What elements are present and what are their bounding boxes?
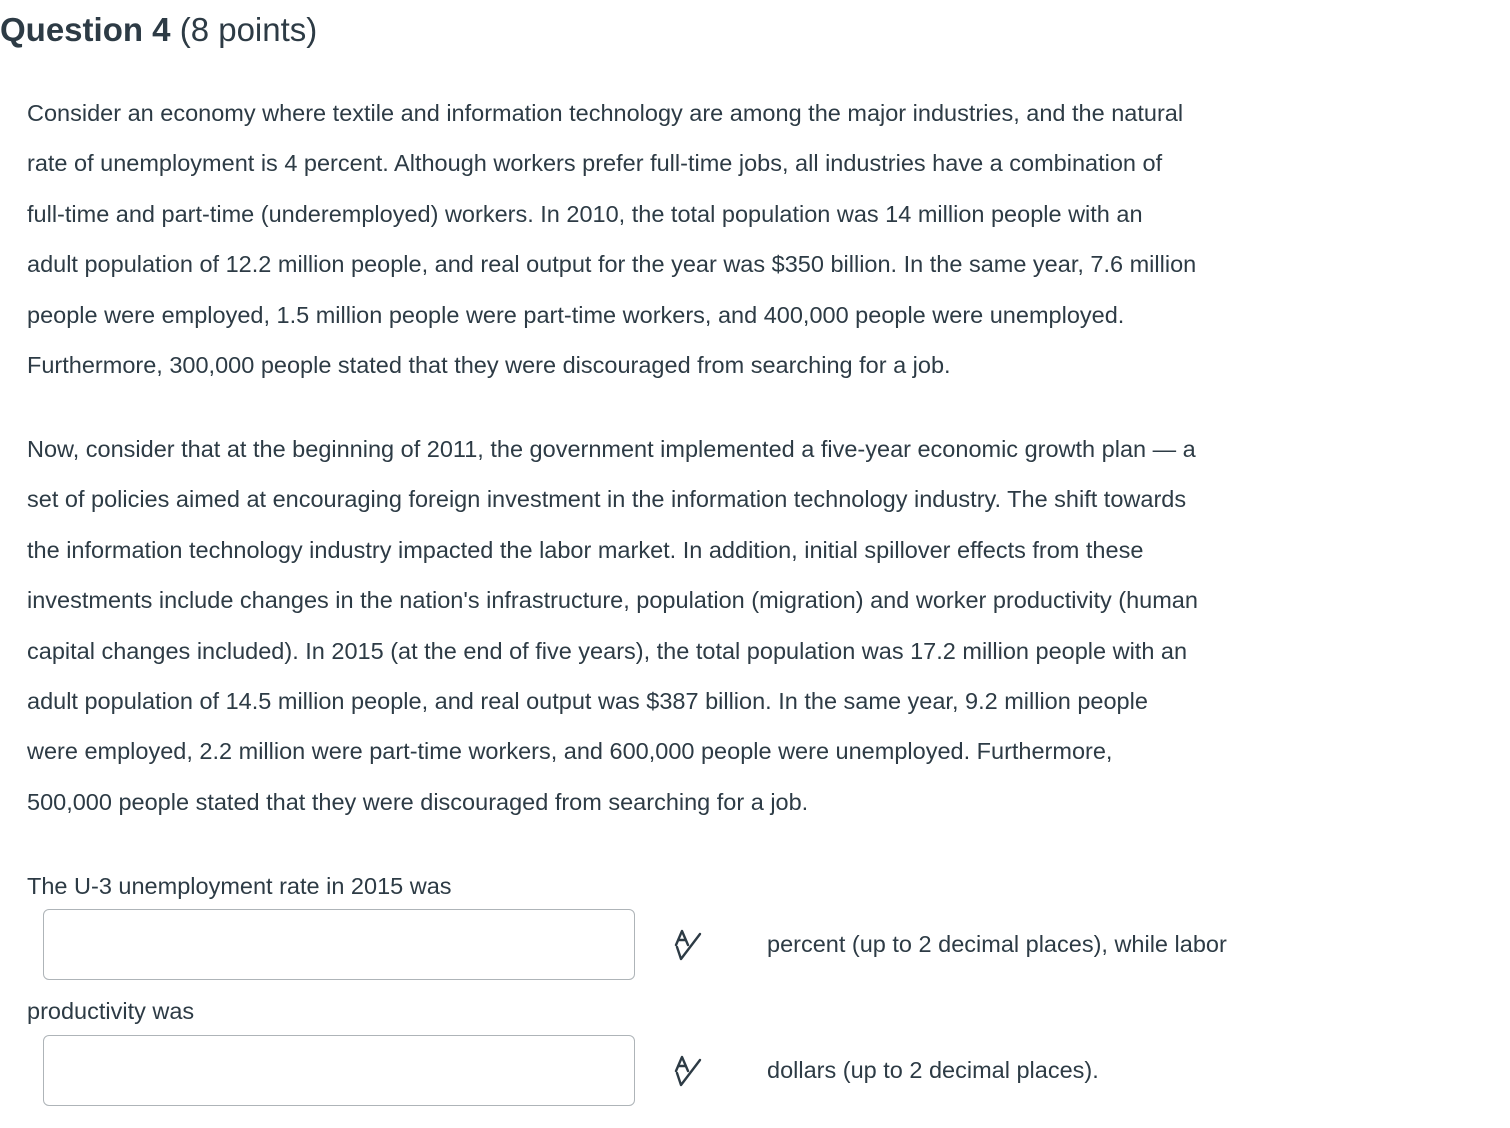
spell-check-icon[interactable] <box>668 925 708 965</box>
blank-1-suffix: percent (up to 2 decimal places), while labor <box>767 931 1227 957</box>
paragraph-line: the information technology industry impacted the labor market. In addition, initial spillover effects from these <box>27 536 1144 563</box>
paragraph-line: were employed, 2.2 million were part-time workers, and 600,000 people were unemployed. Furthermore, <box>27 738 1113 765</box>
question-points: (8 points) <box>179 11 318 48</box>
paragraph-line: Now, consider that at the beginning of 2011, the government implemented a five-year economic growth plan — a <box>27 436 1196 462</box>
blank-2-prompt: productivity was <box>27 998 195 1024</box>
blank-1-prompt: The U-3 unemployment rate in 2015 was <box>27 873 452 899</box>
scenario-paragraph-2 <box>27 424 1357 827</box>
paragraph-line: adult population of 12.2 million people, and real output for the year was $350 billion. In the same year, 7.6 million <box>27 251 1197 278</box>
paragraph-line: full-time and part-time (underemployed) workers. In 2010, the total population was 14 million people with an <box>27 200 1143 227</box>
u3-rate-input[interactable] <box>43 909 635 980</box>
question-title: Question 4 <box>0 11 171 48</box>
paragraph-line: adult population of 14.5 million people, and real output was $387 billion. In the same year, 9.2 million people <box>27 688 1148 715</box>
paragraph-line: 500,000 people stated that they were discouraged from searching for a job. <box>27 788 809 815</box>
question-header <box>0 8 317 52</box>
paragraph-line: rate of unemployment is 4 percent. Although workers prefer full-time jobs, all industries have a combination of <box>27 150 1163 177</box>
spell-check-icon[interactable] <box>668 1051 708 1091</box>
paragraph-line: Furthermore, 300,000 people stated that they were discouraged from searching for a job. <box>27 352 951 379</box>
blank-2-suffix: dollars (up to 2 decimal places). <box>767 1057 1099 1083</box>
paragraph-line: Consider an economy where textile and information technology are among the major industries, and the natural <box>27 100 1184 126</box>
scenario-paragraph-1 <box>27 88 1357 390</box>
paragraph-line: capital changes included). In 2015 (at the end of five years), the total population was 17.2 million people with an <box>27 637 1188 664</box>
paragraph-line: investments include changes in the nation's infrastructure, population (migration) and worker productivity (human <box>27 587 1198 614</box>
paragraph-line: people were employed, 1.5 million people were part-time workers, and 400,000 people were unemployed. <box>27 301 1125 328</box>
paragraph-line: set of policies aimed at encouraging foreign investment in the information technology industry. The shift towards <box>27 486 1187 513</box>
labor-productivity-input[interactable] <box>43 1035 635 1106</box>
